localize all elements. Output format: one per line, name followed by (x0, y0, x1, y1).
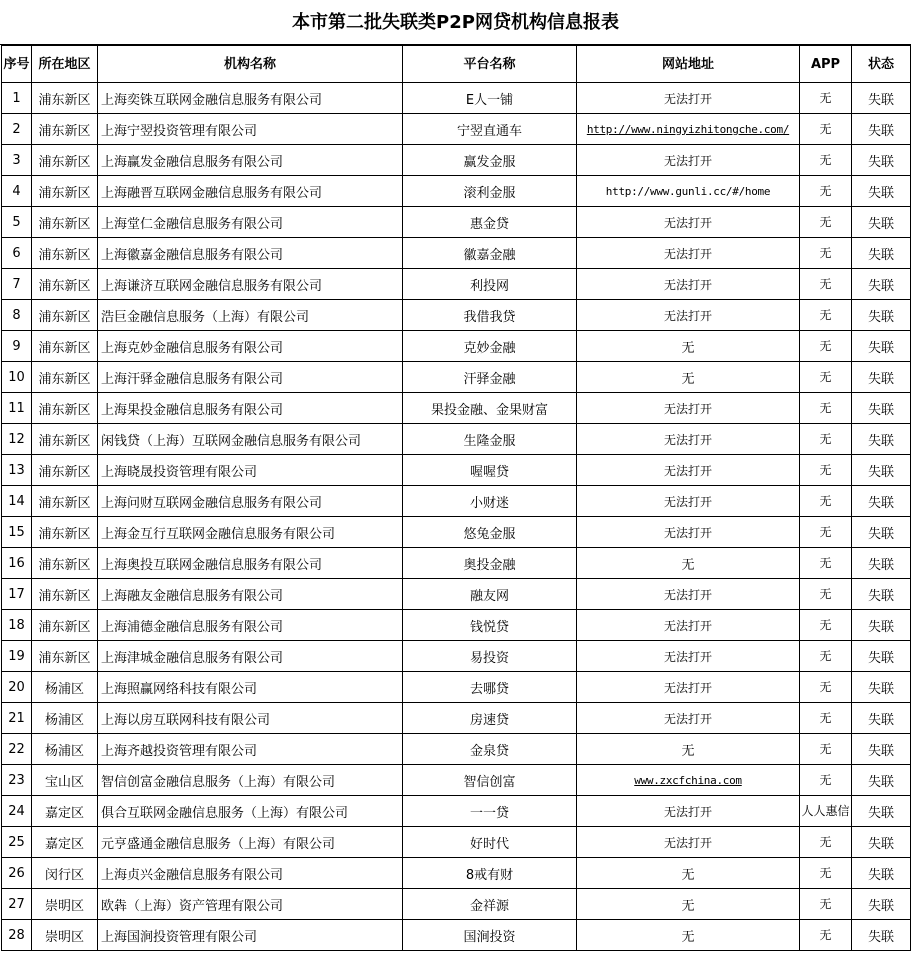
cell-website: 无法打开 (577, 610, 800, 641)
cell-platform: E人一铺 (403, 83, 577, 114)
cell-no: 17 (2, 579, 32, 610)
cell-org: 上海晓晟投资管理有限公司 (98, 455, 403, 486)
cell-platform: 房速贷 (403, 703, 577, 734)
cell-no: 7 (2, 269, 32, 300)
cell-district: 浦东新区 (32, 455, 98, 486)
cell-no: 23 (2, 765, 32, 796)
cell-district: 浦东新区 (32, 145, 98, 176)
cell-district: 嘉定区 (32, 796, 98, 827)
table-row (2, 641, 911, 672)
cell-no: 26 (2, 858, 32, 889)
cell-district: 杨浦区 (32, 672, 98, 703)
table-row (2, 889, 911, 920)
cell-org: 上海津城金融信息服务有限公司 (98, 641, 403, 672)
table-row (2, 734, 911, 765)
cell-app: 无 (800, 207, 852, 238)
cell-status: 失联 (852, 517, 911, 548)
cell-app: 无 (800, 610, 852, 641)
cell-website: 无法打开 (577, 703, 800, 734)
cell-website: 无法打开 (577, 579, 800, 610)
cell-website: 无法打开 (577, 796, 800, 827)
cell-platform: 钱悦贷 (403, 610, 577, 641)
cell-status: 失联 (852, 269, 911, 300)
cell-status: 失联 (852, 858, 911, 889)
cell-no: 9 (2, 331, 32, 362)
cell-org: 上海汗驿金融信息服务有限公司 (98, 362, 403, 393)
cell-no: 14 (2, 486, 32, 517)
cell-no: 5 (2, 207, 32, 238)
table-row (2, 207, 911, 238)
cell-website: 无法打开 (577, 455, 800, 486)
cell-app: 无 (800, 827, 852, 858)
table-row (2, 672, 911, 703)
cell-org: 智信创富金融信息服务（上海）有限公司 (98, 765, 403, 796)
header-district: 所在地区 (32, 46, 98, 83)
cell-website: 无法打开 (577, 393, 800, 424)
cell-app: 无 (800, 765, 852, 796)
cell-org: 上海堂仁金融信息服务有限公司 (98, 207, 403, 238)
table-row (2, 362, 911, 393)
cell-status: 失联 (852, 362, 911, 393)
cell-district: 闵行区 (32, 858, 98, 889)
table-row (2, 83, 911, 114)
table-row (2, 517, 911, 548)
table-row (2, 238, 911, 269)
cell-district: 浦东新区 (32, 393, 98, 424)
cell-website: 无 (577, 858, 800, 889)
cell-status: 失联 (852, 486, 911, 517)
cell-website: 无 (577, 331, 800, 362)
cell-no: 21 (2, 703, 32, 734)
cell-district: 崇明区 (32, 920, 98, 951)
website-link[interactable]: http://www.ningyizhitongche.com/ (586, 122, 790, 136)
cell-status: 失联 (852, 827, 911, 858)
cell-district: 杨浦区 (32, 703, 98, 734)
cell-website: 无法打开 (577, 827, 800, 858)
table-row (2, 300, 911, 331)
cell-website: http://www.gunli.cc/#/home (577, 176, 800, 207)
cell-app: 无 (800, 424, 852, 455)
cell-website: 无法打开 (577, 207, 800, 238)
table-body (2, 83, 911, 951)
cell-district: 浦东新区 (32, 269, 98, 300)
table-row (2, 393, 911, 424)
cell-app: 无 (800, 672, 852, 703)
cell-district: 浦东新区 (32, 300, 98, 331)
cell-no: 10 (2, 362, 32, 393)
cell-platform: 国涧投资 (403, 920, 577, 951)
cell-platform: 金祥源 (403, 889, 577, 920)
cell-org: 上海徽嘉金融信息服务有限公司 (98, 238, 403, 269)
cell-org: 上海果投金融信息服务有限公司 (98, 393, 403, 424)
cell-org: 上海谦济互联网金融信息服务有限公司 (98, 269, 403, 300)
cell-district: 浦东新区 (32, 362, 98, 393)
header-platform: 平台名称 (403, 46, 577, 83)
cell-website: 无 (577, 548, 800, 579)
table-row (2, 703, 911, 734)
cell-platform: 赢发金服 (403, 145, 577, 176)
cell-platform: 融友网 (403, 579, 577, 610)
cell-status: 失联 (852, 207, 911, 238)
table-row (2, 610, 911, 641)
cell-org: 上海贞兴金融信息服务有限公司 (98, 858, 403, 889)
cell-platform: 金泉贷 (403, 734, 577, 765)
cell-no: 3 (2, 145, 32, 176)
cell-platform: 惠金贷 (403, 207, 577, 238)
cell-app: 无 (800, 889, 852, 920)
cell-website: 无 (577, 920, 800, 951)
cell-platform: 徽嘉金融 (403, 238, 577, 269)
table-row (2, 486, 911, 517)
cell-no: 12 (2, 424, 32, 455)
table-header-row (2, 46, 911, 83)
cell-no: 2 (2, 114, 32, 145)
cell-district: 嘉定区 (32, 827, 98, 858)
cell-app: 无 (800, 858, 852, 889)
cell-app: 无 (800, 176, 852, 207)
cell-app: 无 (800, 703, 852, 734)
cell-app: 无 (800, 83, 852, 114)
cell-platform: 去哪贷 (403, 672, 577, 703)
cell-website: 无法打开 (577, 238, 800, 269)
cell-org: 上海融友金融信息服务有限公司 (98, 579, 403, 610)
cell-district: 浦东新区 (32, 517, 98, 548)
cell-website (577, 114, 800, 145)
cell-platform: 小财迷 (403, 486, 577, 517)
cell-org: 上海以房互联网科技有限公司 (98, 703, 403, 734)
cell-district: 浦东新区 (32, 486, 98, 517)
cell-app: 无 (800, 300, 852, 331)
cell-no: 16 (2, 548, 32, 579)
cell-district: 崇明区 (32, 889, 98, 920)
cell-platform: 8戒有财 (403, 858, 577, 889)
cell-district: 浦东新区 (32, 610, 98, 641)
cell-app: 无 (800, 641, 852, 672)
cell-app: 无 (800, 734, 852, 765)
cell-no: 28 (2, 920, 32, 951)
cell-status: 失联 (852, 83, 911, 114)
cell-district: 浦东新区 (32, 83, 98, 114)
cell-org: 上海融晋互联网金融信息服务有限公司 (98, 176, 403, 207)
cell-district: 浦东新区 (32, 238, 98, 269)
cell-app: 人人惠信 (800, 796, 852, 827)
table-row (2, 176, 911, 207)
cell-no: 6 (2, 238, 32, 269)
cell-org: 上海奕铢互联网金融信息服务有限公司 (98, 83, 403, 114)
cell-no: 24 (2, 796, 32, 827)
cell-website: 无法打开 (577, 672, 800, 703)
cell-app: 无 (800, 145, 852, 176)
header-app: APP (800, 46, 852, 83)
cell-no: 15 (2, 517, 32, 548)
cell-status: 失联 (852, 641, 911, 672)
cell-org: 上海宁翌投资管理有限公司 (98, 114, 403, 145)
cell-platform: 汗驿金融 (403, 362, 577, 393)
cell-status: 失联 (852, 610, 911, 641)
cell-status: 失联 (852, 672, 911, 703)
cell-platform: 克妙金融 (403, 331, 577, 362)
header-org: 机构名称 (98, 46, 403, 83)
cell-status: 失联 (852, 176, 911, 207)
cell-app: 无 (800, 455, 852, 486)
cell-platform: 奥投金融 (403, 548, 577, 579)
cell-status: 失联 (852, 765, 911, 796)
cell-app: 无 (800, 920, 852, 951)
table-row (2, 424, 911, 455)
cell-app: 无 (800, 269, 852, 300)
cell-website: 无法打开 (577, 83, 800, 114)
cell-org: 欧犇（上海）资产管理有限公司 (98, 889, 403, 920)
cell-org: 上海赢发金融信息服务有限公司 (98, 145, 403, 176)
cell-platform: 易投资 (403, 641, 577, 672)
cell-no: 8 (2, 300, 32, 331)
cell-platform: 宁翌直通车 (403, 114, 577, 145)
cell-org: 上海金互行互联网金融信息服务有限公司 (98, 517, 403, 548)
cell-no: 20 (2, 672, 32, 703)
cell-status: 失联 (852, 331, 911, 362)
cell-status: 失联 (852, 300, 911, 331)
cell-website: 无法打开 (577, 486, 800, 517)
cell-platform: 智信创富 (403, 765, 577, 796)
report-table (1, 45, 911, 951)
cell-no: 11 (2, 393, 32, 424)
cell-org: 上海问财互联网金融信息服务有限公司 (98, 486, 403, 517)
cell-no: 25 (2, 827, 32, 858)
cell-status: 失联 (852, 703, 911, 734)
cell-org: 上海国涧投资管理有限公司 (98, 920, 403, 951)
cell-no: 18 (2, 610, 32, 641)
cell-district: 浦东新区 (32, 641, 98, 672)
cell-website: 无 (577, 734, 800, 765)
cell-app: 无 (800, 517, 852, 548)
cell-status: 失联 (852, 889, 911, 920)
table-row (2, 114, 911, 145)
cell-app: 无 (800, 331, 852, 362)
header-status: 状态 (852, 46, 911, 83)
cell-platform: 果投金融、金果财富 (403, 393, 577, 424)
table-row (2, 145, 911, 176)
cell-org: 俱合互联网金融信息服务（上海）有限公司 (98, 796, 403, 827)
table-row (2, 920, 911, 951)
cell-district: 浦东新区 (32, 579, 98, 610)
table-row (2, 579, 911, 610)
cell-app: 无 (800, 579, 852, 610)
cell-org: 浩巨金融信息服务（上海）有限公司 (98, 300, 403, 331)
cell-org: 上海克妙金融信息服务有限公司 (98, 331, 403, 362)
cell-no: 22 (2, 734, 32, 765)
cell-platform: 好时代 (403, 827, 577, 858)
cell-status: 失联 (852, 734, 911, 765)
website-link[interactable]: www.zxcfchina.com (634, 773, 742, 787)
cell-district: 浦东新区 (32, 331, 98, 362)
cell-website (577, 765, 800, 796)
table-row (2, 796, 911, 827)
header-website: 网站地址 (577, 46, 800, 83)
cell-status: 失联 (852, 145, 911, 176)
table-row (2, 765, 911, 796)
cell-platform: 滚利金服 (403, 176, 577, 207)
cell-org: 闲钱贷（上海）互联网金融信息服务有限公司 (98, 424, 403, 455)
cell-district: 浦东新区 (32, 207, 98, 238)
cell-website: 无法打开 (577, 269, 800, 300)
cell-district: 宝山区 (32, 765, 98, 796)
cell-website: 无法打开 (577, 517, 800, 548)
cell-website: 无 (577, 362, 800, 393)
cell-app: 无 (800, 238, 852, 269)
cell-no: 27 (2, 889, 32, 920)
table-row (2, 331, 911, 362)
cell-district: 浦东新区 (32, 176, 98, 207)
cell-status: 失联 (852, 455, 911, 486)
cell-platform: 喔喔贷 (403, 455, 577, 486)
table-row (2, 858, 911, 889)
header-no: 序号 (2, 46, 32, 83)
cell-org: 上海照赢网络科技有限公司 (98, 672, 403, 703)
cell-platform: 悠兔金服 (403, 517, 577, 548)
cell-status: 失联 (852, 393, 911, 424)
cell-status: 失联 (852, 424, 911, 455)
cell-platform: 我借我贷 (403, 300, 577, 331)
table-row (2, 269, 911, 300)
table-row (2, 827, 911, 858)
cell-org: 上海奥投互联网金融信息服务有限公司 (98, 548, 403, 579)
cell-status: 失联 (852, 579, 911, 610)
cell-app: 无 (800, 114, 852, 145)
cell-status: 失联 (852, 238, 911, 269)
cell-district: 浦东新区 (32, 114, 98, 145)
cell-website: 无法打开 (577, 145, 800, 176)
cell-org: 上海浦德金融信息服务有限公司 (98, 610, 403, 641)
cell-org: 上海齐越投资管理有限公司 (98, 734, 403, 765)
cell-website: 无法打开 (577, 424, 800, 455)
cell-org: 元亨盛通金融信息服务（上海）有限公司 (98, 827, 403, 858)
cell-website: 无法打开 (577, 300, 800, 331)
cell-status: 失联 (852, 796, 911, 827)
cell-district: 杨浦区 (32, 734, 98, 765)
cell-platform: 生隆金服 (403, 424, 577, 455)
cell-app: 无 (800, 548, 852, 579)
cell-website: 无法打开 (577, 641, 800, 672)
cell-district: 浦东新区 (32, 424, 98, 455)
cell-no: 4 (2, 176, 32, 207)
cell-status: 失联 (852, 114, 911, 145)
table-row (2, 548, 911, 579)
cell-no: 1 (2, 83, 32, 114)
cell-platform: 利投网 (403, 269, 577, 300)
cell-app: 无 (800, 486, 852, 517)
cell-no: 19 (2, 641, 32, 672)
cell-app: 无 (800, 362, 852, 393)
report-title: 本市第二批失联类P2P网贷机构信息报表 (0, 0, 911, 45)
cell-status: 失联 (852, 920, 911, 951)
cell-platform: 一一贷 (403, 796, 577, 827)
cell-app: 无 (800, 393, 852, 424)
cell-district: 浦东新区 (32, 548, 98, 579)
cell-status: 失联 (852, 548, 911, 579)
table-row (2, 455, 911, 486)
cell-no: 13 (2, 455, 32, 486)
cell-website: 无 (577, 889, 800, 920)
